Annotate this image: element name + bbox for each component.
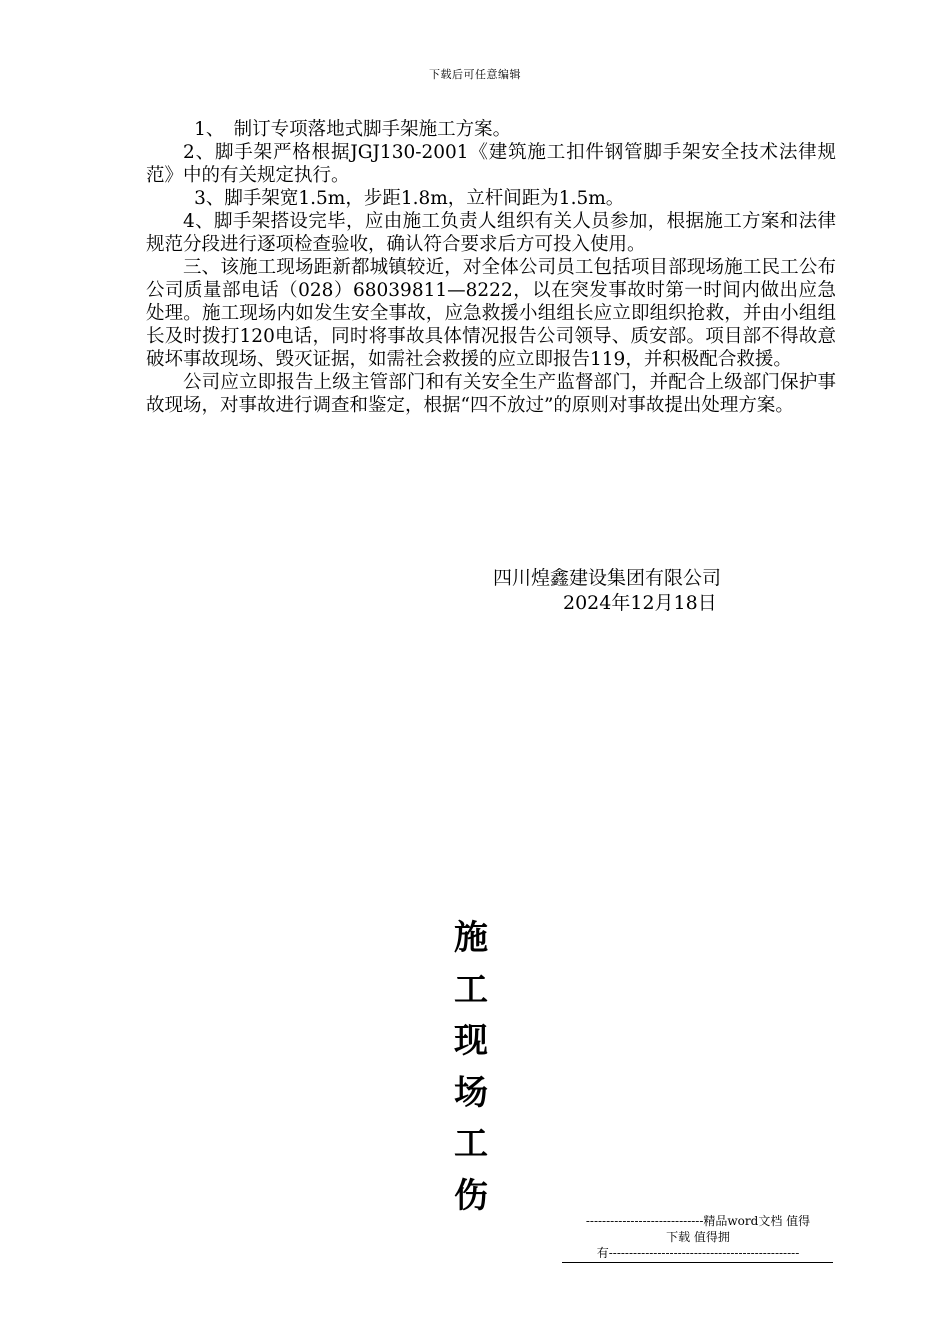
- title-char: 施: [454, 918, 488, 958]
- paragraph-section-3: 三、该施工现场距新都城镇较近，对全体公司员工包括项目部现场施工民工公布公司质量部电话（028）68039811—8222，以在突发事故时第一时间内做出应急处理。施工现场内如发生安全事故，应急救援小组组长应立即组织抢救，并由小组组长及时拨打120电话，同时将事故具体情况报告公司领导、质安部。项目部不得故意破坏事故现场、毁灭证据，如需社会救援的应立即报告119，并积极配合救援。: [146, 257, 836, 370]
- signature-date: 2024年12月18日: [563, 592, 717, 614]
- paragraph-item-1: 1、 制订专项落地式脚手架施工方案。: [194, 119, 512, 140]
- footer-note: [562, 1213, 834, 1261]
- title-char: 场: [454, 1072, 488, 1113]
- footer-line-1: -----------------------------精品word文档 值得: [585, 1214, 811, 1228]
- paragraph-item-4: 4、脚手架搭设完毕，应由施工负责人组织有关人员参加，根据施工方案和法律规范分段进行逐项检查验收，确认符合要求后方可投入使用。: [146, 211, 836, 255]
- footer-line-3: 有-----------------------------------------------: [596, 1246, 800, 1260]
- footer-divider: [562, 1262, 833, 1263]
- paragraph-item-2: 2、脚手架严格根据JGJ130-2001《建筑施工扣件钢管脚手架安全技术法律规范》中的有关规定执行。: [146, 142, 836, 186]
- paragraph-item-3: 3、脚手架宽1.5m，步距1.8m，立杆间距为1.5m。: [194, 188, 625, 209]
- title-char: 现: [454, 1021, 488, 1061]
- footer-line-2: 下载 值得拥: [666, 1230, 730, 1244]
- document-body: [146, 118, 836, 417]
- download-note: 下载后可任意编辑: [429, 68, 521, 81]
- title-char: 工: [454, 1124, 488, 1164]
- signature-block: [493, 566, 721, 616]
- paragraph-company-report: 公司应立即报告上级主管部门和有关安全生产监督部门，并配合上级部门保护事故现场，对事故进行调查和鉴定，根据“四不放过”的原则对事故提出处理方案。: [146, 372, 836, 416]
- title-char: 工: [454, 969, 488, 1010]
- company-name: 四川煌鑫建设集团有限公司: [493, 567, 722, 589]
- vertical-title: [446, 913, 496, 1222]
- title-char: 伤: [454, 1175, 488, 1216]
